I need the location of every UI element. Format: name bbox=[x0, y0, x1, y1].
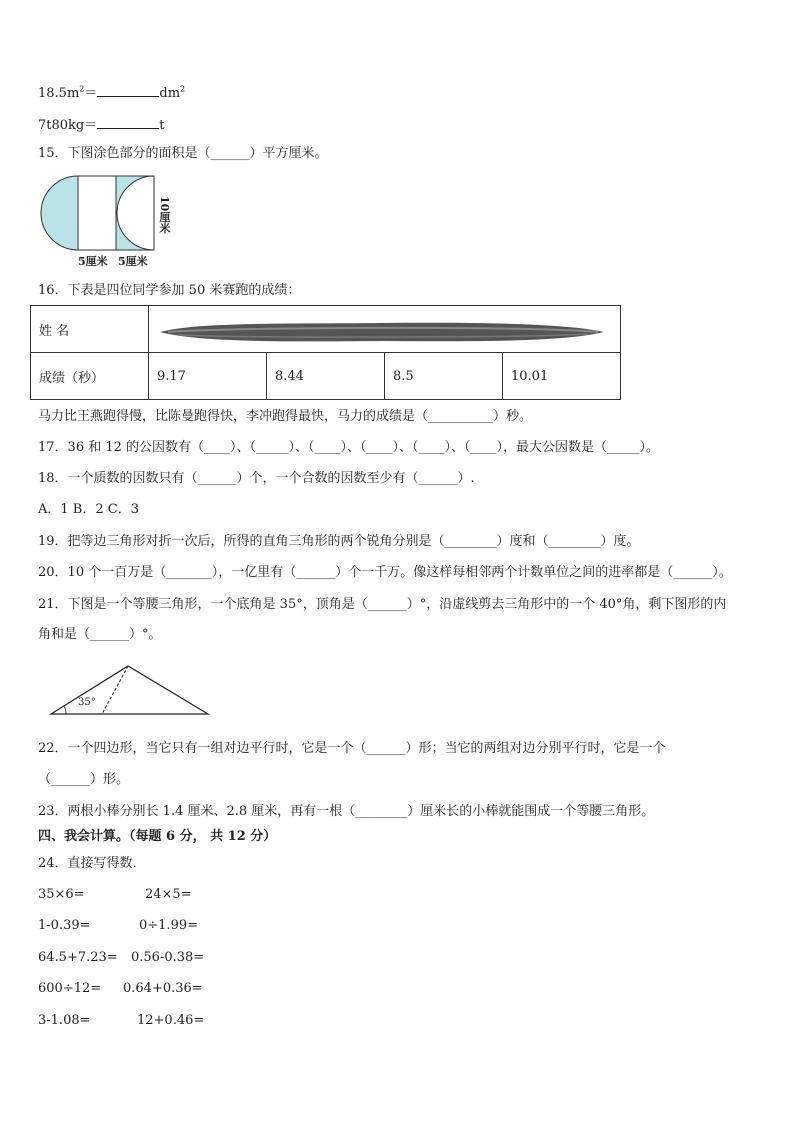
section-4-heading: 四、我会计算。（每题 6 分， 共 12 分） bbox=[38, 829, 277, 844]
angle-label: 35° bbox=[78, 697, 96, 708]
conv1-unit-sup: 2 bbox=[180, 84, 186, 94]
question-21-line1: 21．下图是一个等腰三角形，一个底角是 35°，顶角是（______）°，沿虚线剪去三角形中的一个 40°角，剩下图形的内 bbox=[38, 597, 727, 612]
table-cell: 9.17 bbox=[149, 353, 267, 400]
question-16-statement: 马力比王燕跑得慢，比陈曼跑得快，李冲跑得最快，马力的成绩是（__________）秒。 bbox=[38, 409, 533, 424]
calc-item: 35×6= bbox=[38, 887, 85, 902]
calc-item: 0÷1.99= bbox=[139, 918, 199, 933]
question-15: 15．下图涂色部分的面积是（______）平方厘米。 bbox=[38, 146, 328, 161]
question-17: 17．36 和 12 的公因数有（____）、（_____）、（____）、（____）、（____）、（____），最大公因数是（_____）。 bbox=[38, 440, 660, 455]
figure-width-label-1: 5厘米 bbox=[78, 255, 108, 268]
conv1-unit: dm bbox=[159, 86, 181, 101]
figure-height-label: 10厘米 bbox=[158, 196, 171, 234]
table-header-name: 姓 名 bbox=[31, 306, 149, 353]
calc-item: 0.64+0.36= bbox=[123, 981, 203, 996]
conv2-left: 7t80kg＝ bbox=[38, 118, 98, 133]
table-cell: 10.01 bbox=[503, 353, 621, 400]
isosceles-triangle-figure bbox=[48, 662, 212, 718]
calc-item: 600÷12= bbox=[38, 981, 102, 996]
conv1-sup: 2 bbox=[79, 84, 85, 94]
calc-item: 1-0.39= bbox=[38, 918, 91, 933]
table-row bbox=[31, 353, 621, 400]
question-20: 20．10 个一百万是（_______），一亿里有（______）个一千万。像这样每相邻两个计数单位之间的进率都是（______）。 bbox=[38, 565, 732, 580]
question-21-line2: 角和是（______）°。 bbox=[38, 627, 162, 642]
question-16: 16．下表是四位同学参加 50 米赛跑的成绩： bbox=[38, 283, 301, 298]
question-22-line1: 22．一个四边形，当它只有一组对边平行时，它是一个（______）形；当它的两组对边分别平行时，它是一个 bbox=[38, 741, 666, 756]
calc-item: 24×5= bbox=[145, 887, 192, 902]
calc-item: 3-1.08= bbox=[38, 1013, 91, 1028]
table-cell: 8.44 bbox=[267, 353, 385, 400]
scribble-obscuring-names bbox=[158, 320, 606, 344]
figure-width-label-2: 5厘米 bbox=[118, 255, 148, 268]
table-cell: 8.5 bbox=[385, 353, 503, 400]
conv1-eq: ＝ bbox=[84, 86, 98, 101]
calc-item: 0.56-0.38= bbox=[131, 950, 205, 965]
table-header-score: 成绩（秒） bbox=[31, 353, 149, 400]
conversion-area bbox=[38, 84, 185, 102]
conv1-blank[interactable] bbox=[97, 84, 159, 97]
question-23: 23．两根小棒分别长 1.4 厘米、2.8 厘米，再有一根（________）厘米长的小棒就能围成一个等腰三角形。 bbox=[38, 804, 655, 819]
question-18-options: A．1 B．2 C．3 bbox=[38, 502, 139, 517]
conversion-weight bbox=[38, 116, 164, 134]
calc-item: 12+0.46= bbox=[137, 1013, 205, 1028]
question-18: 18．一个质数的因数只有（______）个，一个合数的因数至少有（______）. bbox=[38, 471, 475, 486]
conv2-unit: t bbox=[159, 118, 165, 133]
question-24: 24．直接写得数． bbox=[38, 856, 146, 871]
question-22-line2: （______）形。 bbox=[38, 772, 130, 787]
conv1-left: 18.5m bbox=[38, 86, 80, 101]
calc-item: 64.5+7.23= bbox=[38, 950, 118, 965]
conv2-blank[interactable] bbox=[97, 116, 159, 129]
question-19: 19．把等边三角形对折一次后，所得的直角三角形的两个锐角分别是（________）度和（________）度。 bbox=[38, 534, 640, 549]
